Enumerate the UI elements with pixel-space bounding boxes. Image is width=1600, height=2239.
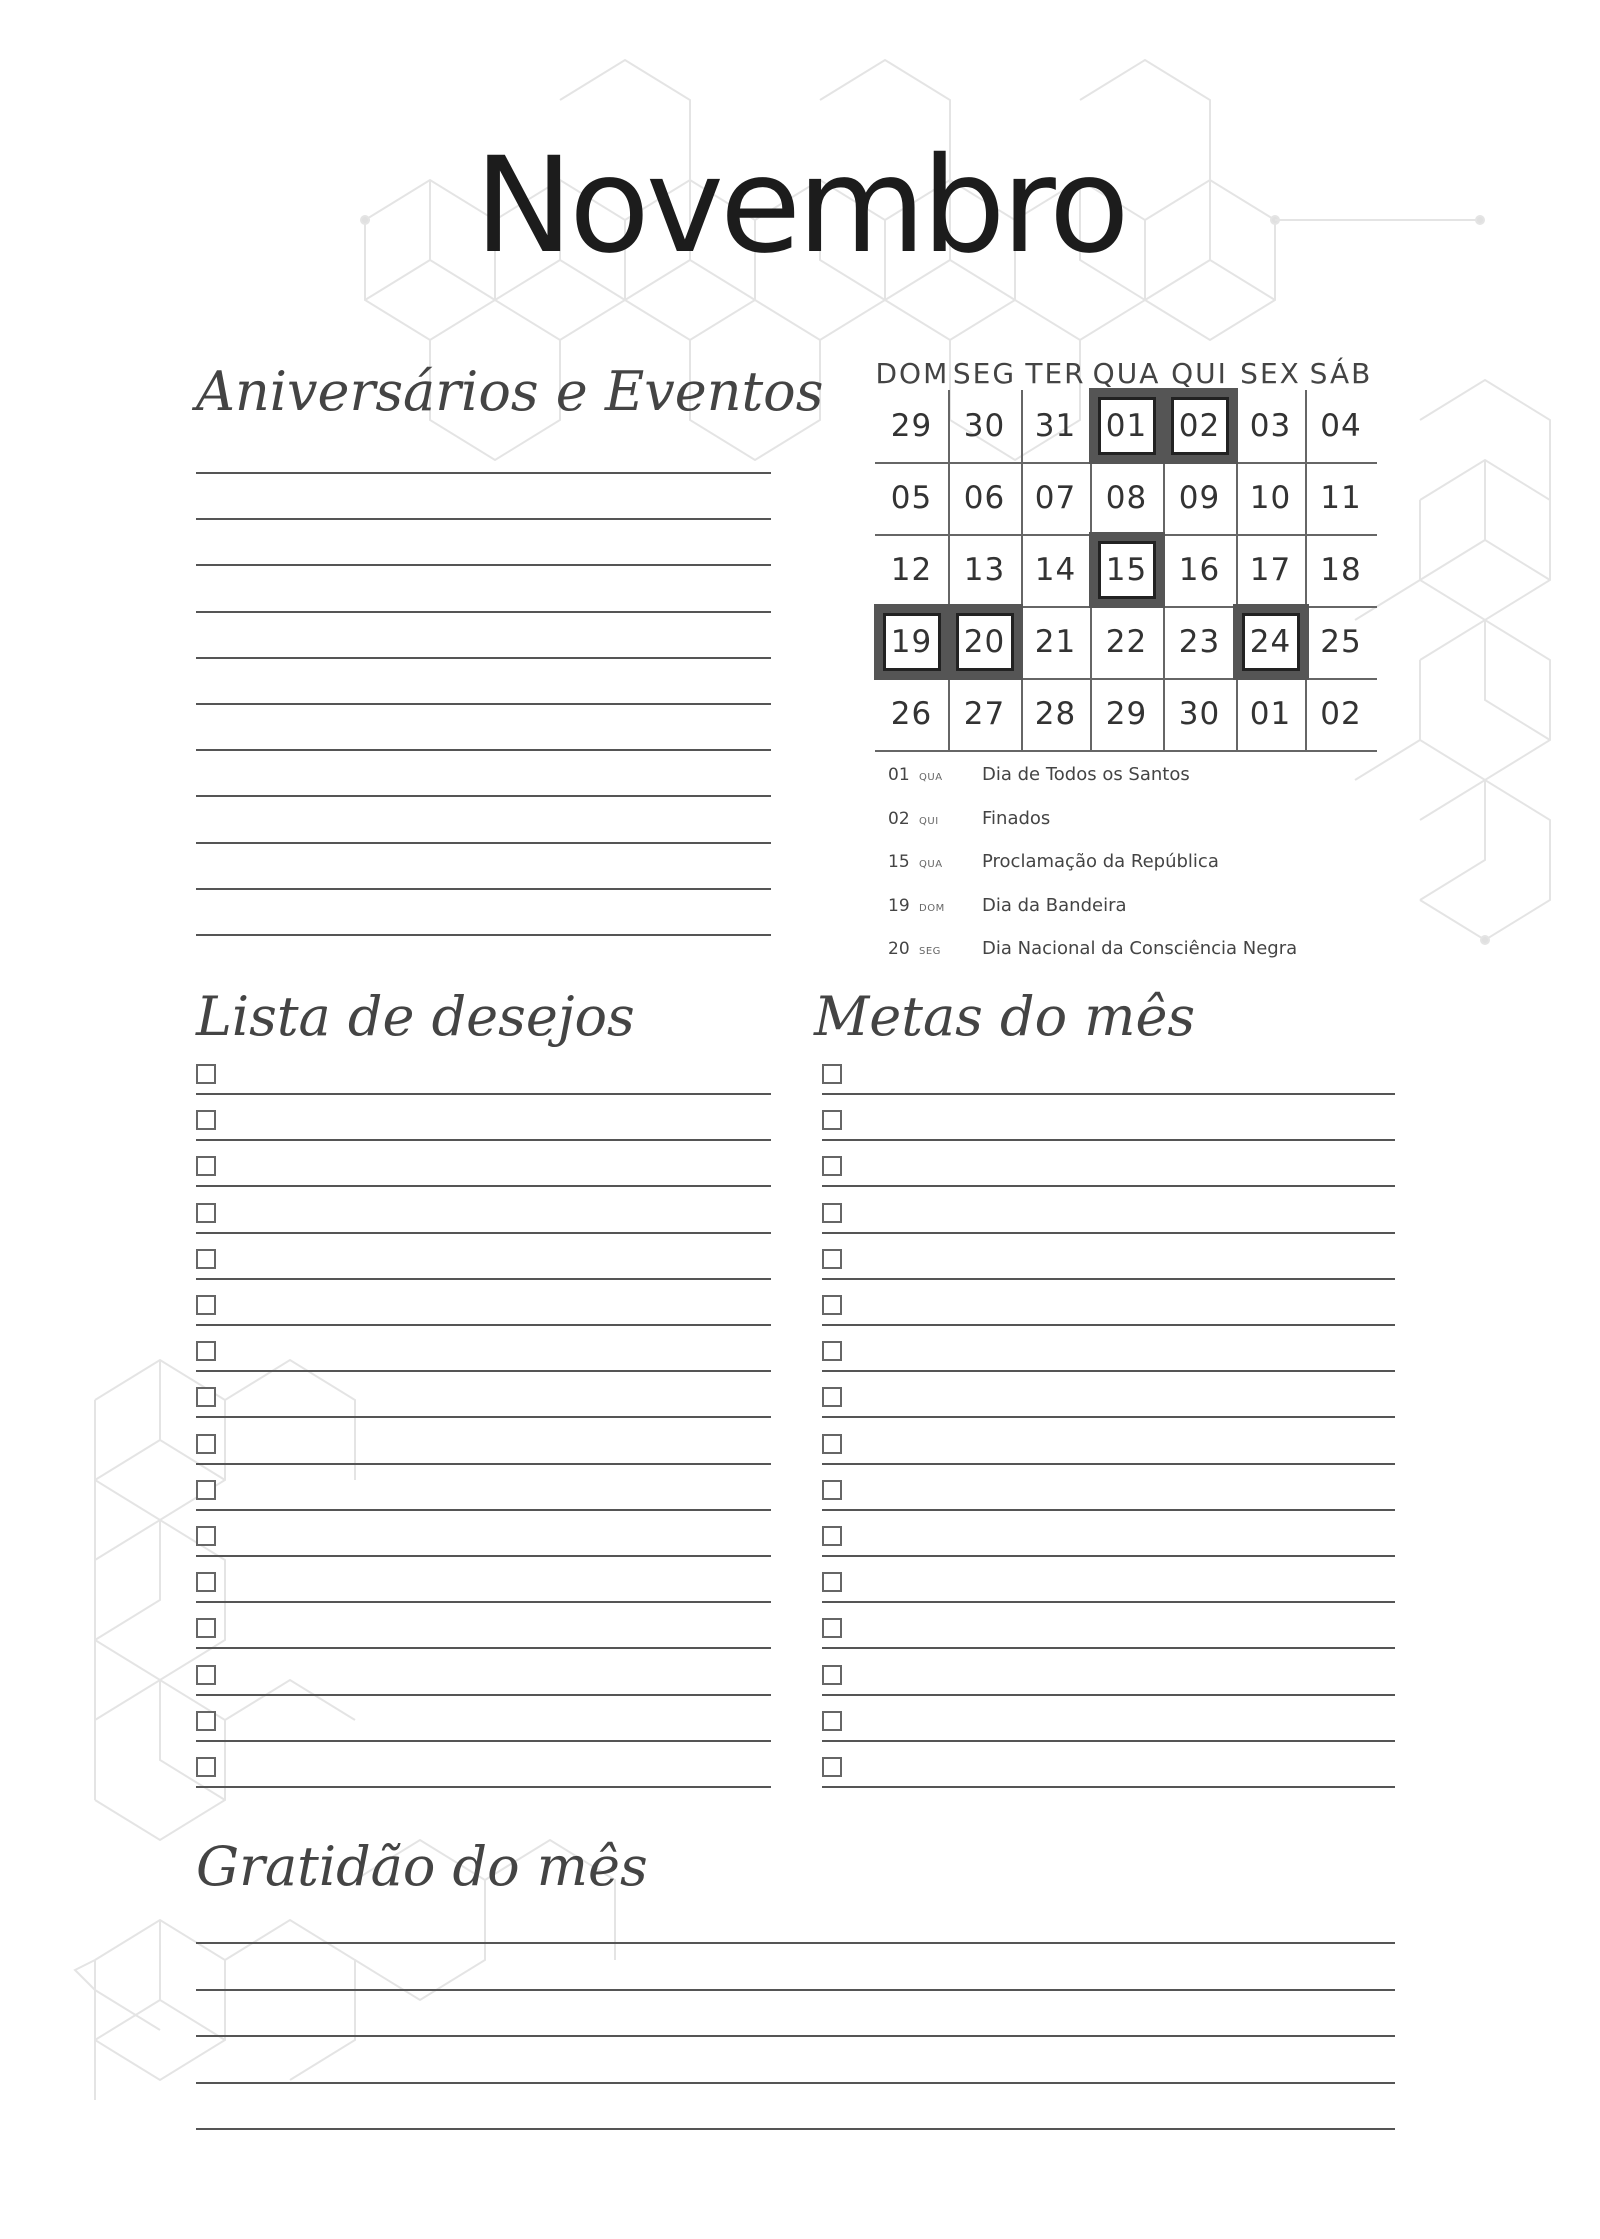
wishlist-line[interactable] <box>196 1093 771 1095</box>
goals-checkbox[interactable] <box>822 1757 842 1777</box>
goals-line[interactable] <box>822 1555 1395 1557</box>
holiday-name: Dia da Bandeira <box>982 894 1127 916</box>
goals-checkbox[interactable] <box>822 1434 842 1454</box>
wishlist-line[interactable] <box>196 1740 771 1742</box>
holiday-weekday: SEG <box>919 946 941 957</box>
events-line[interactable] <box>196 888 771 890</box>
goals-checkbox[interactable] <box>822 1572 842 1592</box>
goals-line[interactable] <box>822 1416 1395 1418</box>
calendar-day[interactable]: 09 <box>1178 480 1221 516</box>
goals-line[interactable] <box>822 1509 1395 1511</box>
goals-checkbox[interactable] <box>822 1618 842 1638</box>
calendar-day[interactable]: 26 <box>890 696 933 732</box>
wishlist-line[interactable] <box>196 1232 771 1234</box>
goals-checkbox[interactable] <box>822 1480 842 1500</box>
holiday-marker: 15 <box>1098 541 1156 599</box>
events-heading: Aniversários e Eventos <box>196 360 824 423</box>
calendar-day[interactable]: 17 <box>1249 552 1292 588</box>
holiday-item <box>888 895 1127 925</box>
calendar-day[interactable]: 02 <box>1320 696 1362 732</box>
wishlist-line[interactable] <box>196 1463 771 1465</box>
wishlist-checkbox[interactable] <box>196 1526 216 1546</box>
holiday-day: 20 <box>888 939 910 959</box>
gratitude-line[interactable] <box>196 1942 1395 1944</box>
goals-line[interactable] <box>822 1324 1395 1326</box>
goals-line[interactable] <box>822 1278 1395 1280</box>
calendar-day[interactable]: 05 <box>890 480 933 516</box>
calendar-day[interactable]: 08 <box>1105 480 1148 516</box>
goals-line[interactable] <box>822 1786 1395 1788</box>
events-line[interactable] <box>196 749 771 751</box>
calendar-day[interactable]: 23 <box>1178 624 1221 660</box>
calendar-day[interactable]: 28 <box>1034 696 1077 732</box>
holiday-item <box>888 808 1050 838</box>
goals-checkbox[interactable] <box>822 1526 842 1546</box>
goals-checkbox[interactable] <box>822 1156 842 1176</box>
calendar-day[interactable]: 13 <box>963 552 1006 588</box>
wishlist-checkbox[interactable] <box>196 1572 216 1592</box>
holiday-day: 15 <box>888 852 910 872</box>
calendar-day[interactable]: 14 <box>1034 552 1077 588</box>
wishlist-line[interactable] <box>196 1324 771 1326</box>
holiday-item <box>888 764 1190 794</box>
gratitude-line[interactable] <box>196 2082 1395 2084</box>
calendar-day-holiday[interactable] <box>1090 390 1163 462</box>
holiday-marker: 01 <box>1098 397 1156 455</box>
goals-line[interactable] <box>822 1601 1395 1603</box>
calendar-day[interactable]: 22 <box>1105 624 1148 660</box>
calendar-day-holiday[interactable] <box>1090 534 1163 606</box>
events-line[interactable] <box>196 703 771 705</box>
goals-checkbox[interactable] <box>822 1341 842 1361</box>
holiday-item <box>888 851 1219 881</box>
calendar-day-holiday[interactable] <box>948 606 1021 678</box>
calendar-day[interactable]: 30 <box>1178 696 1221 732</box>
wishlist-line[interactable] <box>196 1555 771 1557</box>
goals-checkbox[interactable] <box>822 1295 842 1315</box>
goals-checkbox[interactable] <box>822 1665 842 1685</box>
calendar-day[interactable]: 18 <box>1320 552 1362 588</box>
wishlist-line[interactable] <box>196 1601 771 1603</box>
holiday-item <box>888 938 1297 968</box>
wishlist-line[interactable] <box>196 1786 771 1788</box>
page-title: Novembro <box>474 129 1126 283</box>
holiday-marker: 24 <box>1242 613 1300 671</box>
events-line[interactable] <box>196 657 771 659</box>
calendar-day[interactable]: 01 <box>1249 696 1292 732</box>
wishlist-checkbox[interactable] <box>196 1711 216 1731</box>
calendar-day[interactable]: 10 <box>1249 480 1292 516</box>
holiday-weekday: QUA <box>919 772 943 783</box>
goals-checkbox[interactable] <box>822 1110 842 1130</box>
weekday-header: SEG <box>952 357 1017 390</box>
holiday-name: Proclamação da República <box>982 851 1219 872</box>
holiday-weekday: QUI <box>919 815 939 827</box>
weekday-header: TER <box>1025 357 1086 390</box>
wishlist-heading: Lista de desejos <box>196 985 635 1048</box>
wishlist-checkbox[interactable] <box>196 1618 216 1638</box>
events-line[interactable] <box>196 795 771 797</box>
calendar-day[interactable]: 12 <box>890 552 933 588</box>
goals-line[interactable] <box>822 1185 1395 1187</box>
calendar-day[interactable]: 07 <box>1034 480 1077 516</box>
events-line[interactable] <box>196 842 771 844</box>
holiday-weekday: QUA <box>919 859 943 870</box>
weekday-header: SEX <box>1240 357 1301 390</box>
wishlist-checkbox[interactable] <box>196 1295 216 1315</box>
holiday-day: 02 <box>888 808 910 829</box>
holiday-day: 19 <box>888 895 910 916</box>
wishlist-checkbox[interactable] <box>196 1480 216 1500</box>
events-line[interactable] <box>196 611 771 613</box>
wishlist-checkbox[interactable] <box>196 1110 216 1130</box>
goals-checkbox[interactable] <box>822 1711 842 1731</box>
goals-line[interactable] <box>822 1093 1395 1095</box>
goals-line[interactable] <box>822 1139 1395 1141</box>
holiday-day: 01 <box>888 765 910 785</box>
wishlist-line[interactable] <box>196 1509 771 1511</box>
calendar-day[interactable]: 21 <box>1034 624 1077 660</box>
holiday-marker: 19 <box>883 613 941 671</box>
weekday-header: QUI <box>1171 357 1228 390</box>
goals-checkbox[interactable] <box>822 1064 842 1084</box>
goals-line[interactable] <box>822 1370 1395 1372</box>
wishlist-checkbox[interactable] <box>196 1387 216 1407</box>
holiday-weekday: DOM <box>919 902 945 914</box>
gratitude-heading: Gratidão do mês <box>196 1835 648 1898</box>
goals-line[interactable] <box>822 1694 1395 1696</box>
wishlist-checkbox[interactable] <box>196 1341 216 1361</box>
calendar-day-holiday[interactable] <box>1236 606 1305 678</box>
calendar-day[interactable]: 16 <box>1178 552 1221 588</box>
wishlist-checkbox[interactable] <box>196 1064 216 1084</box>
events-line[interactable] <box>196 518 771 520</box>
goals-checkbox[interactable] <box>822 1203 842 1223</box>
goals-line[interactable] <box>822 1740 1395 1742</box>
wishlist-line[interactable] <box>196 1278 771 1280</box>
wishlist-checkbox[interactable] <box>196 1665 216 1685</box>
wishlist-line[interactable] <box>196 1370 771 1372</box>
wishlist-checkbox[interactable] <box>196 1203 216 1223</box>
calendar-day[interactable]: 29 <box>1105 696 1148 732</box>
calendar-day[interactable]: 29 <box>890 408 933 444</box>
calendar-day[interactable]: 06 <box>963 480 1006 516</box>
weekday-header: SÁB <box>1309 357 1373 390</box>
wishlist-line[interactable] <box>196 1647 771 1649</box>
calendar-day[interactable]: 04 <box>1320 408 1362 444</box>
holiday-marker: 20 <box>956 613 1014 671</box>
events-line[interactable] <box>196 564 771 566</box>
wishlist-line[interactable] <box>196 1185 771 1187</box>
holiday-name: Finados <box>982 807 1051 829</box>
calendar-day[interactable]: 30 <box>963 408 1006 444</box>
calendar-day[interactable]: 11 <box>1320 480 1362 516</box>
goals-checkbox[interactable] <box>822 1249 842 1269</box>
goals-line[interactable] <box>822 1463 1395 1465</box>
holiday-name: Dia de Todos os Santos <box>982 764 1190 785</box>
gratitude-line[interactable] <box>196 2128 1395 2130</box>
weekday-header: DOM <box>875 357 950 390</box>
wishlist-checkbox[interactable] <box>196 1757 216 1777</box>
calendar-day[interactable]: 31 <box>1034 408 1077 444</box>
wishlist-checkbox[interactable] <box>196 1434 216 1454</box>
wishlist-line[interactable] <box>196 1139 771 1141</box>
events-line[interactable] <box>196 934 771 936</box>
goals-line[interactable] <box>822 1647 1395 1649</box>
calendar-gridline <box>875 750 1377 752</box>
calendar-day[interactable]: 03 <box>1249 408 1292 444</box>
goals-line[interactable] <box>822 1232 1395 1234</box>
goals-checkbox[interactable] <box>822 1387 842 1407</box>
goals-heading: Metas do mês <box>814 985 1196 1048</box>
gratitude-line[interactable] <box>196 2035 1395 2037</box>
calendar-day[interactable]: 27 <box>963 696 1006 732</box>
calendar-day[interactable]: 25 <box>1320 624 1362 660</box>
calendar-day-holiday[interactable] <box>1163 390 1236 462</box>
wishlist-line[interactable] <box>196 1416 771 1418</box>
weekday-header: QUA <box>1092 357 1161 390</box>
gratitude-line[interactable] <box>196 1989 1395 1991</box>
wishlist-line[interactable] <box>196 1694 771 1696</box>
wishlist-checkbox[interactable] <box>196 1249 216 1269</box>
wishlist-checkbox[interactable] <box>196 1156 216 1176</box>
holiday-marker: 02 <box>1171 397 1229 455</box>
holiday-name: Dia Nacional da Consciência Negra <box>982 938 1298 959</box>
calendar-day-holiday[interactable] <box>875 606 948 678</box>
events-line[interactable] <box>196 472 771 474</box>
